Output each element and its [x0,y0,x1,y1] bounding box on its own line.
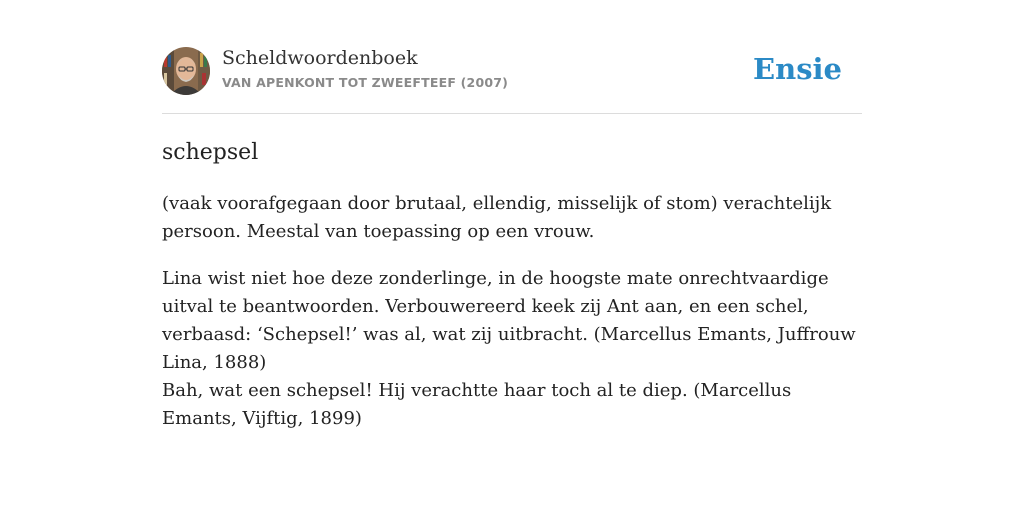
dictionary-title[interactable]: Scheldwoordenboek [222,47,418,69]
dictionary-subtitle: VAN APENKONT TOT ZWEEFTEEF (2007) [222,75,509,90]
example-quote: Bah, wat een schepsel! Hij verachtte haar toch al te diep. (Marcellus Emants, Vijftig, 1899) [162,380,792,429]
entry-card [162,0,862,429]
author-portrait-icon [162,47,210,95]
example-quote: Lina wist niet hoe deze zonderlinge, in de hoogste mate onrechtvaardige uitval te beantwoorden. Verbouwereerd keek zij Ant aan, en een schel, verbaasd: ‘Schepsel!’ was al, wat zij uitbracht. (Marcellus Emants, Juffrouw Lina, 1888) [162,268,856,373]
ensie-logo[interactable]: Ensie [753,52,842,86]
header [162,0,862,114]
author-avatar [162,47,210,95]
entry-headword: schepsel [162,140,259,165]
entry-definition: (vaak voorafgegaan door brutaal, ellendig, misselijk of stom) verachtelijk persoon. Meestal van toepassing op een vrouw. [162,193,832,242]
